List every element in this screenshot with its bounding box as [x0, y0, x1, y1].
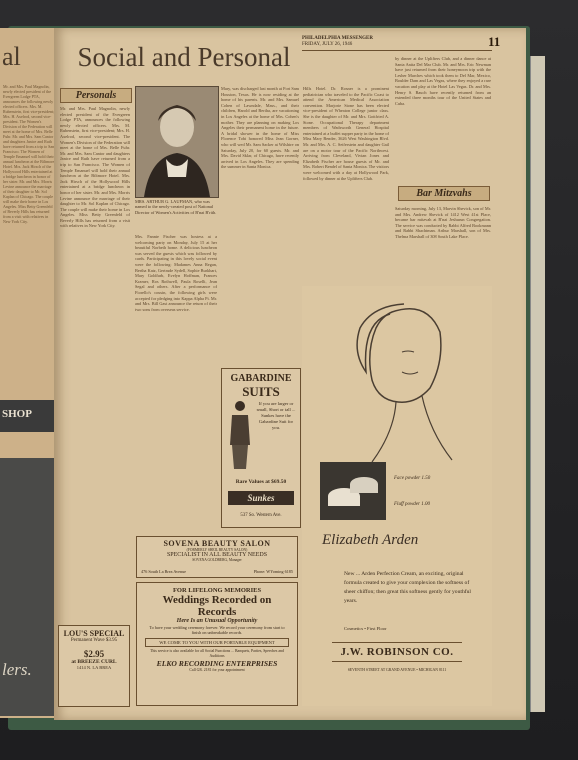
column-5-text-top: by dinner at the Uplifters Club, and a dinner dance at Santa Anita Del Mar Club. Mr. and Mrs. Eric Newman have just returned from their honeymoon trip with the Lesher Marches which took them to Del Mar, Mexico, Boulder Dam and Las Vegas, where they enjoyed a rare vacation and play at the Hotel Las Vegas. Dr. and Mrs. Henry S. Bauch have recently returned from an extended three months tour of the United States and Cuba.: [395, 56, 491, 106]
lous-salon: at BREEZE CURL: [71, 659, 117, 665]
shop-label: SHOP: [2, 408, 32, 420]
portrait-photo: [135, 86, 219, 198]
elko-body: To have your wedding ceremony forever. We record your ceremony from start to finish on unbreakable records.: [149, 625, 285, 635]
sovena-sub: (FORMERLY SHEIL BEAUTY SALON): [186, 548, 248, 552]
elko-recording-ad: [136, 582, 298, 706]
robinson-address: SEVENTH STREET AT GRAND AVENUE • MICHIGAN 8111: [347, 668, 447, 672]
woman-sketch-illustration: [332, 292, 462, 472]
bar-mitzvahs-heading: Bar Mitzvahs: [398, 186, 490, 201]
left-page: [0, 28, 57, 718]
sunkes-address: 537 So. Western Ave.: [240, 513, 282, 518]
personals-heading: Personals: [60, 88, 132, 103]
masthead-paper: PHILADELPHIA MESSENGER: [302, 36, 373, 41]
arden-note-1: Face powder 1.50: [394, 476, 431, 481]
page-number: 11: [488, 34, 501, 49]
page-title: Social and Personal: [77, 42, 291, 72]
elizabeth-arden-ad: [302, 286, 492, 706]
powder-box-illustration: [320, 462, 386, 520]
robinson-logo: J.W. ROBINSON CO.: [332, 642, 462, 662]
lous-price: $2.95: [83, 649, 105, 659]
column-1-text: Mr. and Mrs. Paul Magnolin, newly elected president of the Evergreen Lodge PTA, announces the following newly elected officers. Mrs. M. Rubenstein, first vice-president; Mrs. H. Axelrod, second vice-president. The Women's Division of the Federation will meet at the home of Mrs. Belle Fuhr. Mr. and Mrs. Sam Cantor and daughters Janice and Ruth have returned from a trip to San Francisco. The Women of Temple Emanuel will hold their annual luncheon at the Biltmore Hotel. Mrs. Jack Hirsch of the Hollywood Hills entertained at a bridge luncheon in honor of her sister. Mr. and Mrs. Morris Levine announce the marriage of their daughter to Mr. Sol Kaplan of Chicago. The couple will make their home in Los Angeles. Miss Betty Greenfeld of Beverly Hills has returned from a visit with relatives in New York City.: [60, 106, 130, 229]
left-page-title-fragment: al: [2, 42, 21, 71]
arden-body: New ... Arden Perfection Cream, an exciting, original formula created to give your complexion the softness of sheer chiffon; then great this softness gently for youthful years.: [344, 571, 471, 604]
shop-ad: [0, 400, 56, 432]
column-4-text: Hills Hotel. Dr. Rosner is a prominent pediatrician who traveled to the Pacific Coast to attend the American Medical Association convention. Marjorie Stone has been elected vice-president of Wheaton College junior class. She is the daughter of Mr. and Mrs. Gottfried A. Stone. Occupational Therapy department members of Wadsworth General Hospital entertained at a buffet supper party in the home of Miss Mary Bender, 3626 West Washington Blvd. Mr. and Mrs. A. C. Seiferstein and daughter Gail are on a motor tour of the Pacific Northwest. Arriving from Cleveland, Vivian Jones and Elizabeth Fischer are house guests of Mr. and Mrs. Robert Bendel of Santa Monica. The visitors were welcomed with a day at Hollywood Park, followed by dinner at the Uplifters Club.: [303, 86, 389, 181]
sovena-line2: SOVENA GOLDBERG, Manager: [192, 558, 242, 562]
elko-company: ELKO RECORDING ENTERPRISES: [156, 658, 278, 668]
arden-footer: Cosmetics • First Floor: [344, 626, 387, 631]
lous-title: LOU'S SPECIAL: [63, 629, 125, 638]
masthead-date: FRIDAY, JULY 26, 1946: [302, 42, 353, 47]
photo-caption: MRS. ARTHUR G. LAUFMAN, who was named to the newly-created post of National Director of Women's Activities of B'nai B'rith.: [135, 199, 217, 215]
sovena-line1: SPECIALIST IN ALL BEAUTY NEEDS: [166, 552, 268, 558]
column-5-text-bar-mitzvahs: Saturday morning, July 13, Marvin Shevick, son of Mr. and Mrs. Andrew Shevick of 1412 West 41st Place, became bar mitzvah at B'nai Jeshurun Congregation. The service was conducted by Rabbi Alfred Bookmann and Rabbi Shachtman. Arthur Marshall, son of Mrs. Thelma Marshall of 308 South Lake Place.: [395, 206, 491, 239]
elko-headline: Weddings Recorded on Records: [162, 594, 272, 618]
column-3-text: Mary, was discharged last month at Fort Sam Houston, Texas. He is now residing at the home of his parents. Mr. and Mrs. Samuel Cohen of Lawndale, Mass., and their children, Harold and Bertha, are vacationing in Los Angeles at the home of Mrs. Cohen's mother. They are planning on making Los Angeles their permanent home in the future. A bridal shower in the home of Miss Florence Tobi honored Miss Jean Gorner, who will wed Mr. Sam Sacker at Wilshire on Saturday, July 20, for 60 guests. Mr. and Mrs. David Sklar, of Chicago, have recently arrived in Los Angeles. They are spending the summer in Santa Monica.: [221, 86, 299, 170]
page-edge-ruler: [530, 56, 545, 712]
arden-signature: Elizabeth Arden: [322, 532, 419, 548]
gabardine-suits-ad: [221, 368, 301, 528]
lous-address: 1414 N. LA BREA: [76, 665, 112, 670]
left-page-column: Mr. and Mrs. Paul Magnolin, newly elected president of the Evergreen Lodge PTA, announces the following newly elected officers. Mrs. M. Rubenstein, first vice-president; Mrs. H. Axelrod, second vice-president. The Women's Division of the Federation will meet at the home of Mrs. Belle Fuhr. Mr. and Mrs. Sam Cantor and daughters Janice and Ruth have returned from a trip to San Francisco. The Women of Temple Emanuel will hold their annual luncheon at the Biltmore Hotel. Mrs. Jack Hirsch of the Hollywood Hills entertained at a bridge luncheon in honor of her sister. Mr. and Mrs. Morris Levine announce the marriage of their daughter to Mr. Sol Kaplan of Chicago. The couple will make their home in Los Angeles. Miss Betty Greenfeld of Beverly Hills has returned from a visit with relatives in New York City.: [3, 84, 55, 224]
gabardine-price: Rare Values at $69.50: [235, 479, 287, 485]
portrait-image: [136, 87, 218, 197]
masthead: [302, 36, 492, 51]
sovena-beauty-salon-ad: [136, 536, 298, 578]
elko-phone: Call GR. 2181 for your appointment: [189, 667, 245, 672]
lous-line1: Permanent Wave $3.95: [70, 638, 118, 643]
sunkes-logo: Sunkes: [228, 491, 294, 505]
elko-sub: Here Is an Unusual Opportunity: [176, 618, 258, 624]
elko-note: This service is also available for all Social Functions ... Banquets, Parties, Speeches and Auditions: [150, 649, 284, 658]
lous-special-ad: [58, 625, 130, 707]
sovena-phone: Phone: WYoming 6185: [253, 569, 293, 574]
left-page-bottom-fragment: lers.: [2, 660, 32, 679]
sovena-address: 476 South La Brea Avenue: [141, 569, 187, 574]
fashion-figure-illustration: [226, 399, 254, 471]
elko-kicker: FOR LIFELONG MEMORIES: [172, 587, 262, 594]
elko-banner: WE COME TO YOU WITH OUR PORTABLE EQUIPMENT: [145, 638, 289, 647]
gabardine-headline: GABARDINE: [230, 373, 292, 384]
arden-note-2: Fluff powder 1.00: [394, 502, 430, 507]
sovena-name: SOVENA BEAUTY SALON: [163, 539, 271, 548]
column-2-text: Mrs. Fannie Fischer was hostess at a welcoming party on Monday, July 15 at her beautiful Norbeth home. A delicious luncheon was served the guests which was followed by cards. Participating in this lovely social event were the following: Madames Anna Regan, Bertha Katz, Gertrude Sydell, Sophie Burkhart, Mary Goldfarb, Evelyn Hoffman, Frances Kramer, Ros Rothwell, Paula Roselli, Jean Segal and others. After a performance of Fiorello's cousin, the following girls were accepted for pledging into Kappa Alpha Pi. Mr. and Mrs. Bill Gast announce the return of their two sons from overseas service.: [135, 234, 217, 312]
sovena-footer: [141, 569, 293, 574]
suits-headline: SUITS: [242, 384, 280, 399]
gabardine-body: If you are larger or small, Short or tall ... Sunkes have the Gabardine Suit for you.: [256, 401, 296, 430]
